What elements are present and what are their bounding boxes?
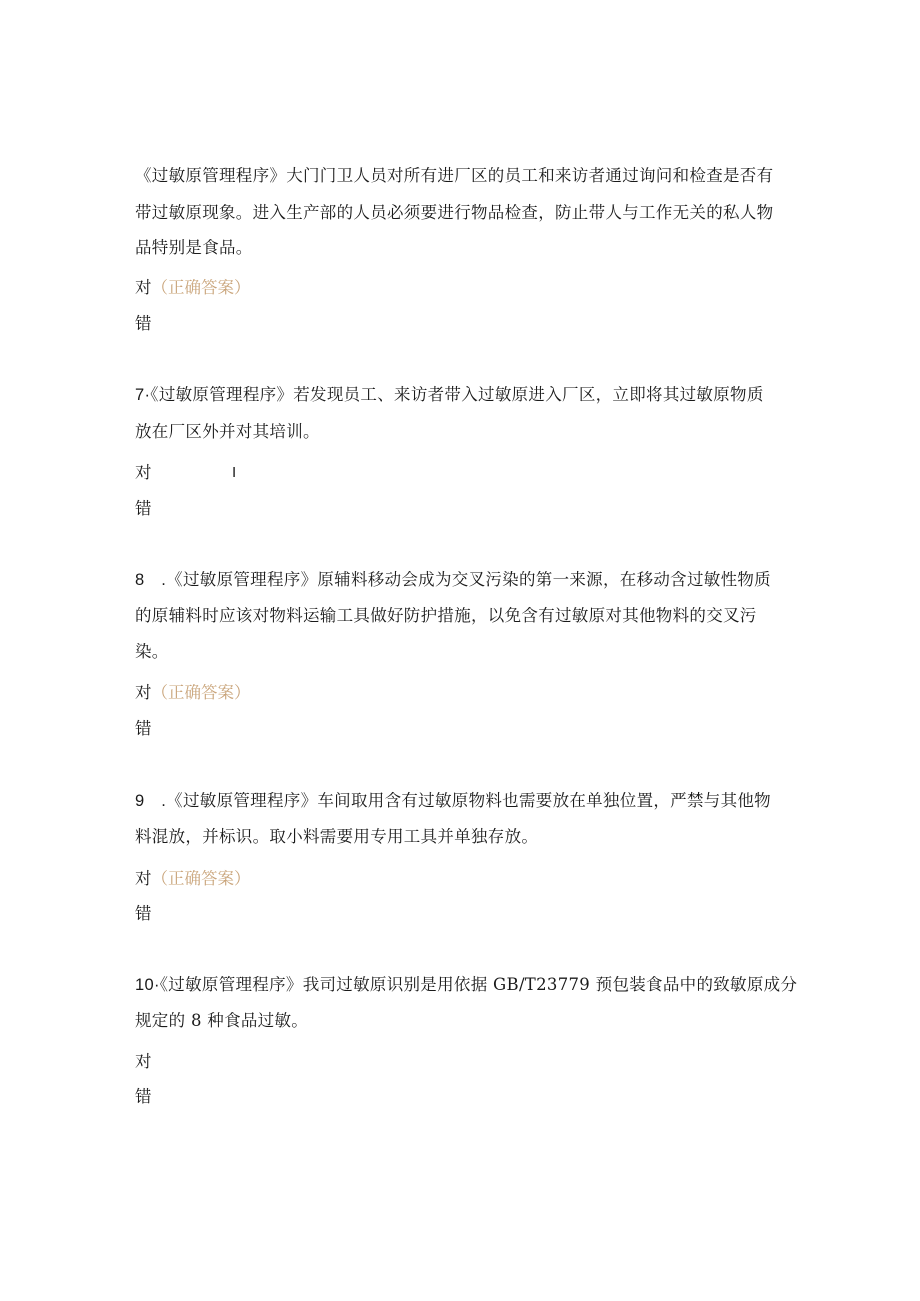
question-10-option-false[interactable]: 错 [135, 1087, 152, 1106]
question-number: 9 . [135, 792, 167, 810]
question-1-option-false[interactable]: 错 [135, 314, 152, 333]
question-1-line-1: 《过敏原管理程序》大门门卫人员对所有进厂区的员工和来访者通过询问和检查是否有 [135, 166, 774, 185]
question-10-option-true[interactable]: 对 [135, 1052, 152, 1071]
question-9-option-true[interactable]: 对（正确答案） [135, 869, 251, 888]
question-7-line-2: 放在厂区外并对其培训。 [135, 422, 320, 441]
correct-answer-note: （正确答案） [151, 869, 251, 888]
question-9-line-1: 9 .《过敏原管理程序》车间取用含有过敏原物料也需要放在单独位置，严禁与其他物 [135, 791, 771, 810]
question-8-option-false[interactable]: 错 [135, 719, 152, 738]
question-number: 8 . [135, 571, 167, 589]
question-8-line-3: 染。 [135, 642, 169, 661]
correct-answer-note: （正确答案） [151, 278, 251, 297]
question-10-line-2: 规定的 8 种食品过敏。 [135, 1011, 309, 1030]
question-7-option-false[interactable]: 错 [135, 499, 152, 518]
question-9-line-2: 料混放，并标识。取小料需要用专用工具并单独存放。 [135, 827, 539, 846]
question-1-option-true[interactable]: 对（正确答案） [135, 278, 251, 297]
question-8-line-2: 的原辅料时应该对物料运输工具做好防护措施，以免含有过敏原对其他物料的交叉污 [135, 606, 757, 625]
stray-mark: I [232, 464, 237, 481]
question-1-line-3: 品特别是食品。 [135, 238, 253, 257]
question-10-line-1: 10·《过敏原管理程序》我司过敏原识别是用依据 GB/T23779 预包装食品中的致敏原成分 [135, 975, 798, 994]
question-1-line-2: 带过敏原现象。进入生产部的人员必须要进行物品检查，防止带人与工作无关的私人物 [135, 203, 774, 222]
question-7-option-true[interactable]: 对 [135, 463, 152, 482]
question-number: 10· [135, 976, 160, 994]
correct-answer-note: （正确答案） [151, 683, 251, 702]
question-9-option-false[interactable]: 错 [135, 904, 152, 923]
question-7-line-1: 7·《过敏原管理程序》若发现员工、来访者带入过敏原进入厂区，立即将其过敏原物质 [135, 385, 764, 404]
question-8-option-true[interactable]: 对（正确答案） [135, 683, 251, 702]
question-8-line-1: 8 .《过敏原管理程序》原辅料移动会成为交叉污染的第一来源，在移动含过敏性物质 [135, 570, 771, 589]
question-number: 7· [135, 386, 151, 404]
